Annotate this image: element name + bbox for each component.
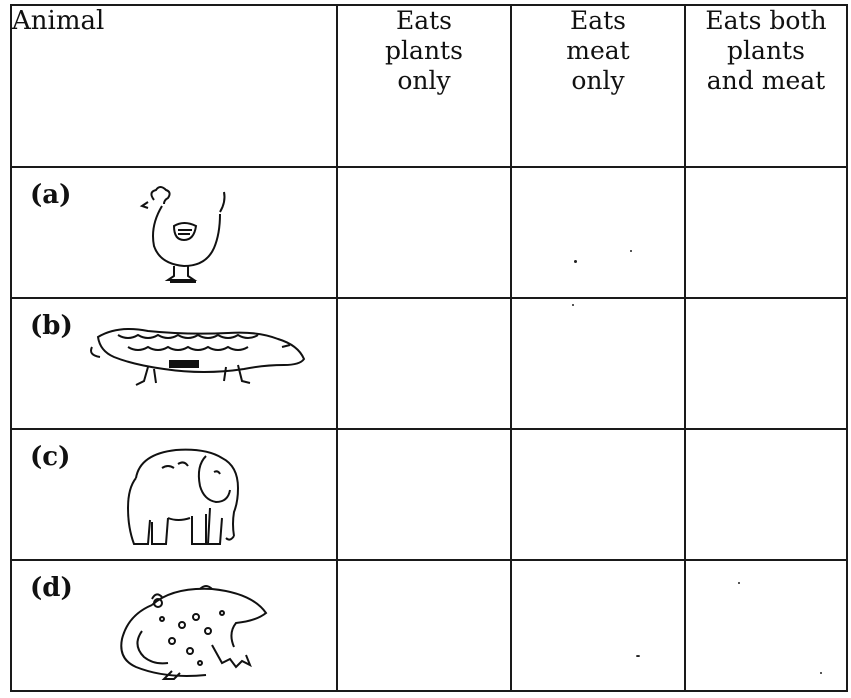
animal-cell bbox=[11, 560, 337, 691]
table-row bbox=[11, 429, 847, 560]
hen-icon bbox=[132, 186, 242, 286]
plants-only-cell[interactable] bbox=[337, 560, 511, 691]
crocodile-icon bbox=[88, 317, 308, 397]
animal-cell bbox=[11, 298, 337, 429]
animal-cell bbox=[11, 167, 337, 298]
header-animal: Animal bbox=[11, 5, 337, 167]
meat-only-cell[interactable] bbox=[511, 560, 685, 691]
both-cell[interactable] bbox=[685, 429, 847, 560]
meat-only-cell[interactable] bbox=[511, 167, 685, 298]
frog-icon bbox=[112, 575, 272, 685]
plants-only-cell[interactable] bbox=[337, 298, 511, 429]
meat-only-cell[interactable] bbox=[511, 429, 685, 560]
row-label: (d) bbox=[30, 573, 73, 603]
table-row bbox=[11, 298, 847, 429]
both-cell[interactable] bbox=[685, 560, 847, 691]
table-row bbox=[11, 167, 847, 298]
meat-only-cell[interactable] bbox=[511, 298, 685, 429]
header-row bbox=[11, 5, 847, 167]
elephant-icon bbox=[122, 442, 252, 552]
row-label: (b) bbox=[30, 311, 73, 341]
table-row bbox=[11, 560, 847, 691]
diet-classification-table bbox=[10, 4, 848, 692]
plants-only-cell[interactable] bbox=[337, 167, 511, 298]
header-plants-only: Eats plants only bbox=[337, 5, 511, 167]
animal-cell bbox=[11, 429, 337, 560]
row-label: (a) bbox=[30, 180, 72, 210]
header-both: Eats both plants and meat bbox=[685, 5, 847, 167]
row-label: (c) bbox=[30, 442, 71, 472]
both-cell[interactable] bbox=[685, 167, 847, 298]
plants-only-cell[interactable] bbox=[337, 429, 511, 560]
both-cell[interactable] bbox=[685, 298, 847, 429]
header-meat-only: Eats meat only bbox=[511, 5, 685, 167]
